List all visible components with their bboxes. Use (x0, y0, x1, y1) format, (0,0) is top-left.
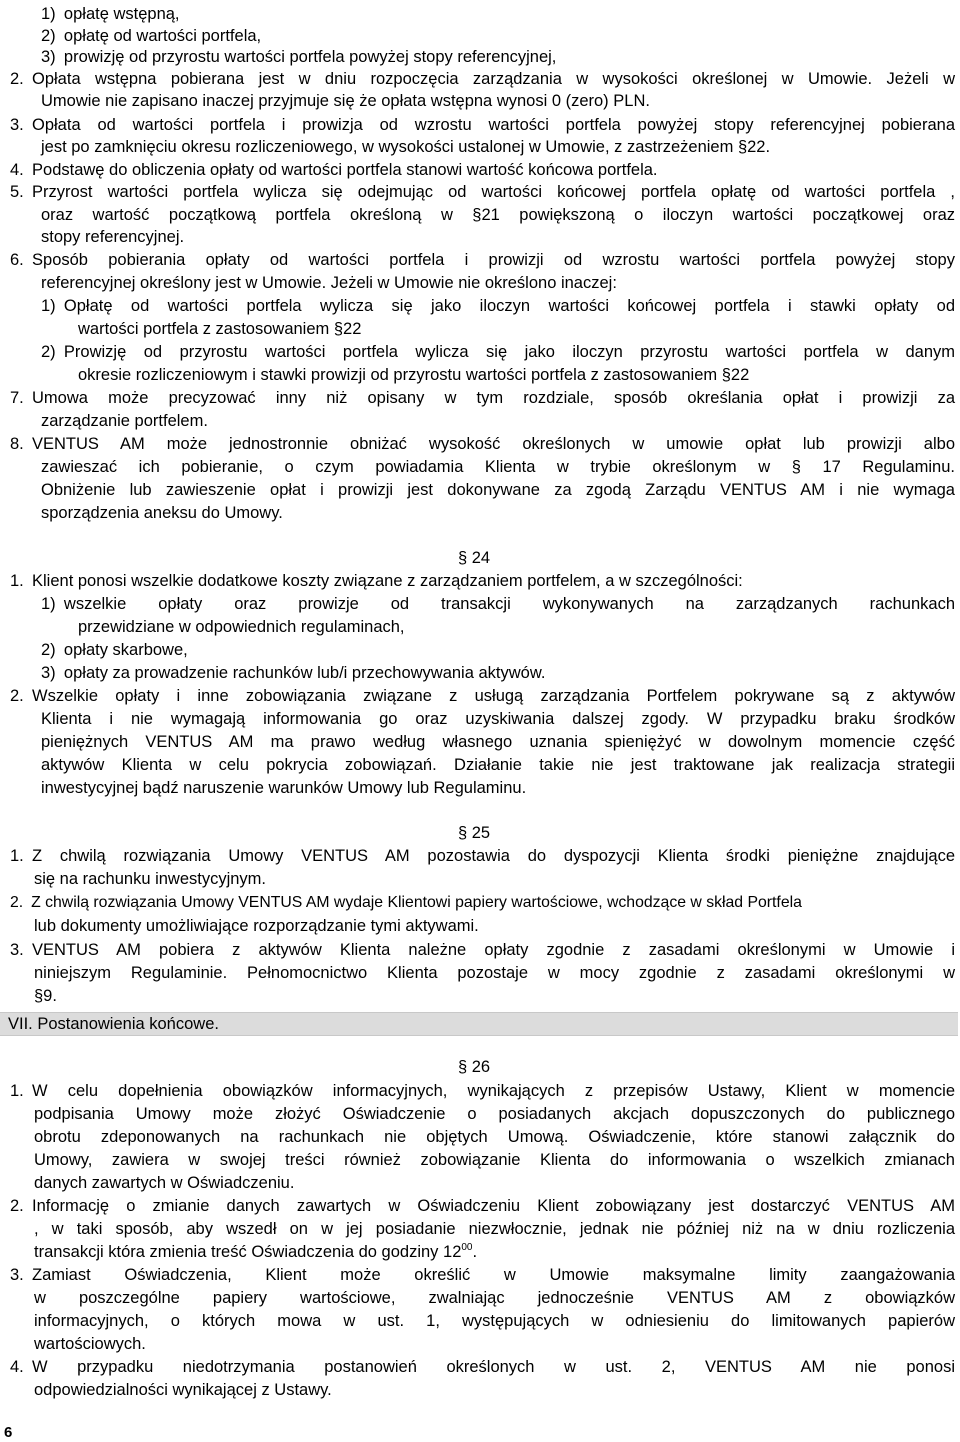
paragraph-line: odpowiedzialności wynikającej z Ustawy. (34, 1381, 332, 1399)
paragraph-line: Obniżenie lub zawieszenie opłat i prowizji jest dokonywane za zgodą Zarządu VENTUS AM i nie wymaga (41, 481, 955, 499)
paragraph-line: zawieszać ich pobieranie, o czym powiadamia Klienta w trybie określonym w § 17 Regulaminu. (41, 458, 955, 476)
section-heading: § 26 (458, 1058, 491, 1076)
paragraph-line: 3) opłaty za prowadzenie rachunków lub/i przechowywania aktywów. (41, 664, 546, 682)
paragraph-line: w poszczególne papiery wartościowe, zwalniając jednocześnie VENTUS AM z obowiązków (34, 1289, 955, 1307)
paragraph-line: lub dokumenty umożliwiające rozporządzanie tymi aktywami. (34, 917, 479, 935)
paragraph-line: 4. Podstawę do obliczenia opłaty od wartości portfela stanowi wartość końcowa portfela. (10, 161, 658, 179)
paragraph-line: 2. Opłata wstępna pobierana jest w dniu rozpoczęcia zarządzania w wysokości określonej w Umowie. Jeżeli w (10, 70, 955, 88)
paragraph-line: 1. Klient ponosi wszelkie dodatkowe koszty związane z zarządzaniem portfelem, a w szczególności: (10, 572, 743, 590)
paragraph-line: 8. VENTUS AM może jednostronnie obniżać wysokość określonych w umowie opłat lub prowizji albo (10, 435, 955, 453)
paragraph-line: Umowie nie zapisano inaczej przyjmuje się że opłata wstępna wynosi 0 (zero) PLN. (41, 92, 650, 110)
time-suffix: . (472, 1243, 478, 1261)
paragraph-line: inwestycyjnej bądź naruszenie warunków Umowy lub Regulaminu. (41, 779, 527, 797)
paragraph-line: 4. W przypadku niedotrzymania postanowień określonych w ust. 2, VENTUS AM nie ponosi (10, 1358, 955, 1376)
paragraph-line: zarządzanie portfelem. (41, 412, 208, 430)
paragraph-line: Umowy, zawiera w swojej treści również zobowiązanie Klienta do informowania o wszelkich zmianach (34, 1151, 955, 1169)
section-heading: § 25 (458, 824, 491, 842)
paragraph-line: wartościowych. (34, 1335, 146, 1353)
paragraph-line: aktywów Klienta w celu pokrycia zobowiązań. Działanie takie nie jest traktowane jak realizacja strategii (41, 756, 955, 774)
paragraph-line: sporządzenia aneksu do Umowy. (41, 504, 283, 522)
paragraph-line: , w taki sposób, aby wszedł on w jej posiadanie niezwłocznie, jednak nie później niż na w dniu rozliczenia (34, 1220, 955, 1238)
page-number: 6 (4, 1424, 13, 1441)
paragraph-line: §9. (34, 987, 57, 1005)
paragraph-text: transakcji która zmienia treść Oświadczenia do godziny 12 (34, 1243, 462, 1261)
paragraph-line: wartości portfela z zastosowaniem §22 (78, 320, 362, 338)
paragraph-line: 5. Przyrost wartości portfela wylicza się odejmując od wartości końcowej portfela opłatę od wartości portfela , (10, 183, 955, 201)
paragraph-line: informacyjnych, o których mowa w ust. 1, występujących w odniesieniu do limitowanych papierów (34, 1312, 955, 1330)
paragraph-line: Klienta i nie wymagają informowania go oraz uzyskiwania dalszej zgody. W przypadku braku środków (41, 710, 955, 728)
list-item: 3) prowizję od przyrostu wartości portfela powyżej stopy referencyjnej, (41, 48, 557, 66)
paragraph-line: się na rachunku inwestycyjnym. (34, 870, 267, 888)
list-item: 1) opłatę wstępną, (41, 5, 180, 23)
paragraph-line: 1) Opłatę od wartości portfela wylicza się jako iloczyn wartości końcowej portfela i stawki opłaty od (41, 297, 955, 315)
paragraph-line: 2. Z chwilą rozwiązania Umowy VENTUS AM wydaje Klientowi papiery wartościowe, wchodzące w skład Portfela (10, 894, 802, 911)
paragraph-line: 1) wszelkie opłaty oraz prowizje od transakcji wykonywanych na zarządzanych rachunkach (41, 595, 955, 613)
paragraph-line: 3. VENTUS AM pobiera z aktywów Klienta należne opłaty zgodnie z zasadami określonymi w Umowie i (10, 941, 955, 959)
paragraph-line: 2) Prowizję od przyrostu wartości portfela wylicza się jako iloczyn przyrostu wartości portfela w danym (41, 343, 955, 361)
paragraph-line: okresie rozliczeniowym i stawki prowizji od przyrostu wartości portfela z zastosowaniem §22 (78, 366, 750, 384)
paragraph-line: oraz wartość początkową portfela określoną w §21 powiększoną o iloczyn wartości początkowej oraz (41, 206, 955, 224)
paragraph-line: przewidziane w odpowiednich regulaminach, (78, 618, 405, 636)
paragraph-line: 1. Z chwilą rozwiązania Umowy VENTUS AM pozostawia do dyspozycji Klienta środki pieniężne znajdujące (10, 847, 955, 865)
paragraph-line: referencyjnej określony jest w Umowie. Jeżeli w Umowie nie określono inaczej: (41, 274, 617, 292)
paragraph-line: podpisania Umowy może złożyć Oświadczenie o posiadanych akcjach dopuszczonych do publicznego (34, 1105, 955, 1123)
paragraph-line: 3. Zamiast Oświadczenia, Klient może określić w Umowie maksymalne limity zaangażowania (10, 1266, 955, 1284)
paragraph-line: 6. Sposób pobierania opłaty od wartości portfela i prowizji od wzrostu wartości portfela powyżej stopy (10, 251, 955, 269)
time-superscript: 00 (461, 1242, 473, 1253)
paragraph-line: 2. Wszelkie opłaty i inne zobowiązania związane z usługą zarządzania Portfelem pokrywane są z aktywów (10, 687, 955, 705)
paragraph-line: jest po zamknięciu okresu rozliczeniowego, w wysokości ustalonej w Umowie, z zastrzeżeniem §22. (41, 138, 771, 156)
paragraph-line: 7. Umowa może precyzować inny niż opisany w tym rozdziale, sposób określania opłat i prowizji za (10, 389, 955, 407)
section-heading: § 24 (458, 549, 491, 567)
list-item: 2) opłatę od wartości portfela, (41, 27, 262, 45)
paragraph-line: stopy referencyjnej. (41, 228, 185, 246)
paragraph-line: 1. W celu dopełnienia obowiązków informacyjnych, wynikających z przepisów Ustawy, Klient w momencie (10, 1082, 955, 1100)
paragraph-line: obrotu zdeponowanych na rachunkach nie objętych Umową. Oświadczenie, które stanowi załącznik do (34, 1128, 955, 1146)
paragraph-line: 2) opłaty skarbowe, (41, 641, 188, 659)
paragraph-line: pieniężnych VENTUS AM ma prawo według własnego uznania spieniężyć w dowolnym momencie część (41, 733, 955, 751)
paragraph-line: danych zawartych w Oświadczeniu. (34, 1174, 295, 1192)
paragraph-line: 3. Opłata od wartości portfela i prowizja od wzrostu wartości portfela powyżej stopy referencyjnej pobierana (10, 116, 955, 134)
paragraph-line: 2. Informację o zmianie danych zawartych w Oświadczeniu Klient zobowiązany jest dostarczyć VENTUS AM (10, 1197, 955, 1215)
paragraph-line: niniejszym Regulaminie. Pełnomocnictwo Klienta pozostaje w mocy zgodnie z zasadami określonymi w (34, 964, 955, 982)
chapter-heading: VII. Postanowienia końcowe. (8, 1015, 219, 1033)
paragraph-line (34, 1242, 477, 1262)
